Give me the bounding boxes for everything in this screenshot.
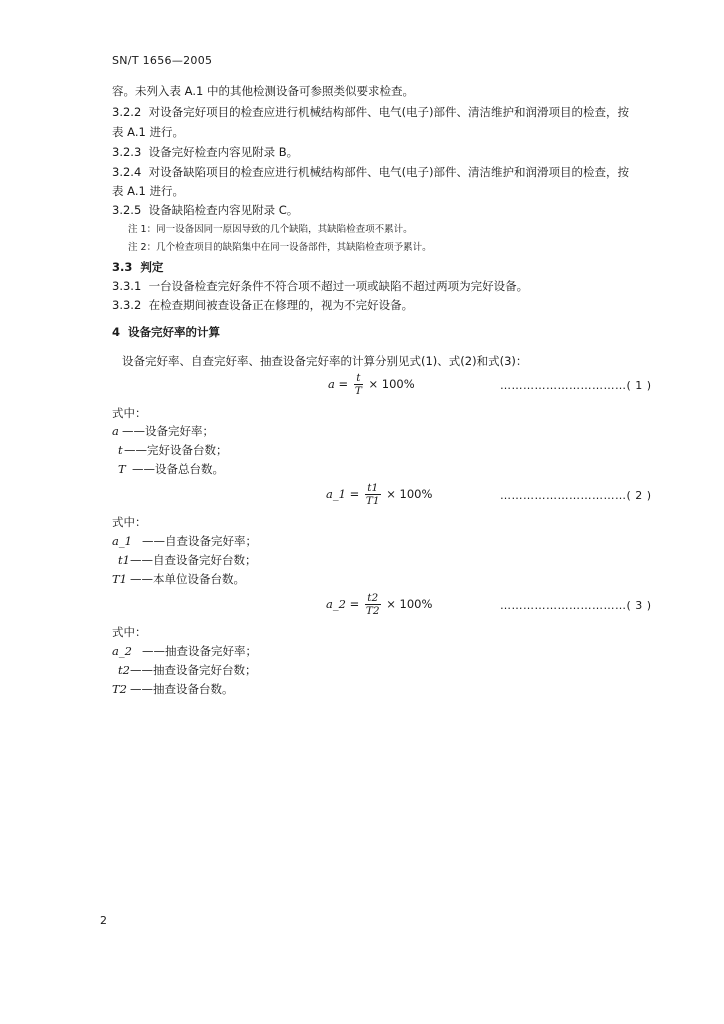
denominator: T2 [365, 605, 380, 617]
equals-sign: = [349, 597, 360, 611]
symbol: t1 [118, 553, 130, 567]
section-number: 4 [112, 325, 121, 339]
text-line: 表 A.1 进行。 [112, 184, 184, 198]
clause-number: 3.3.1 [112, 279, 142, 293]
definition-item [112, 646, 257, 658]
section-4-heading [112, 327, 220, 339]
clause-number: 3.2.5 [112, 203, 142, 217]
symbol: t [118, 443, 123, 457]
note-1: 注 1：同一设备因同一原因导致的几个缺陷，其缺陷检查项不累计。 [128, 224, 413, 235]
where-label: 式中： [112, 515, 147, 529]
symbol: a_1 [112, 534, 132, 548]
clause-number: 3.2.4 [112, 165, 142, 179]
fraction [365, 592, 381, 617]
numerator: t2 [365, 592, 381, 605]
definition-item [118, 464, 224, 476]
definition-item [112, 426, 214, 438]
denominator: T [354, 385, 362, 397]
formula-3 [326, 592, 432, 617]
clause-3-2-2 [112, 107, 629, 119]
clause-number: 3.3.2 [112, 298, 142, 312]
definition-text: ——抽查设备完好率； [142, 644, 257, 658]
note-2: 注 2：几个检查项目的缺陷集中在同一设备部件，其缺陷检查项予累计。 [128, 242, 432, 253]
clause-3-2-5 [112, 205, 298, 217]
symbol: T1 [112, 572, 127, 586]
multiplier: × 100% [386, 487, 433, 501]
clause-text: 设备完好检查内容见附录 B。 [148, 145, 299, 159]
clause-3-2-4 [112, 167, 629, 179]
formula-2 [326, 482, 432, 507]
formula-lhs: a_1 [326, 487, 346, 501]
definition-item [112, 536, 257, 548]
section-number: 3.3 [112, 260, 133, 274]
definition-text: ——抽查设备完好台数； [130, 663, 257, 677]
clause-text: 对设备完好项目的检查应进行机械结构部件、电气(电子)部件、清洁维护和润滑项目的检查，按 [148, 105, 630, 119]
formula-intro: 设备完好率、自查完好率、抽查设备完好率的计算分别见式(1)、式(2)和式(3)： [122, 354, 528, 368]
definition-text: ——设备总台数。 [132, 462, 224, 476]
clause-3-3-1 [112, 281, 528, 293]
definition-item [118, 555, 257, 567]
clause-text: 对设备缺陷项目的检查应进行机械结构部件、电气(电子)部件、清洁维护和润滑项目的检查，按 [148, 165, 630, 179]
definition-text: ——本单位设备台数。 [130, 572, 245, 586]
symbol: a [112, 424, 119, 438]
definition-text: ——抽查设备台数。 [130, 682, 234, 696]
document-header: SN/T 1656—2005 [112, 54, 213, 67]
section-title: 设备完好率的计算 [128, 325, 221, 339]
definition-text: ——完好设备台数； [124, 443, 228, 457]
clause-text: 一台设备检查完好条件不符合项不超过一项或缺陷不超过两项为完好设备。 [148, 279, 529, 293]
symbol: t2 [118, 663, 130, 677]
fraction [365, 482, 381, 507]
multiplier: × 100% [368, 377, 415, 391]
clause-text: 在检查期间被查设备正在修理的，视为不完好设备。 [148, 298, 414, 312]
formula-lhs: a [328, 377, 335, 391]
definition-text: ——自查设备完好台数； [130, 553, 257, 567]
formula-2-leader [500, 489, 652, 502]
equals-sign: = [349, 487, 360, 501]
symbol: T2 [112, 682, 127, 696]
formula-tag: ( 3 ) [626, 599, 652, 612]
definition-text: ——设备完好率； [122, 424, 214, 438]
formula-1 [328, 372, 415, 397]
symbol: a_2 [112, 644, 132, 658]
formula-tag: ( 1 ) [626, 379, 652, 392]
clause-3-3-2 [112, 300, 413, 312]
leader-dots: …………………………… [500, 599, 627, 612]
formula-3-leader [500, 599, 652, 612]
clause-3-2-3 [112, 147, 298, 159]
multiplier: × 100% [386, 597, 433, 611]
leader-dots: …………………………… [500, 489, 627, 502]
definition-item [118, 665, 257, 677]
numerator: t [354, 372, 363, 385]
denominator: T1 [365, 495, 380, 507]
clause-number: 3.2.3 [112, 145, 142, 159]
formula-1-leader [500, 379, 652, 392]
section-title: 判定 [140, 260, 164, 274]
text-line: 表 A.1 进行。 [112, 125, 184, 139]
fraction [354, 372, 363, 397]
where-label: 式中： [112, 406, 147, 420]
symbol: T [118, 462, 126, 476]
where-label: 式中： [112, 625, 147, 639]
definition-item [112, 684, 234, 696]
text-line: 容。未列入表 A.1 中的其他检测设备可参照类似要求检查。 [112, 84, 414, 98]
formula-lhs: a_2 [326, 597, 346, 611]
equals-sign: = [338, 377, 349, 391]
definition-item [118, 445, 228, 457]
numerator: t1 [365, 482, 381, 495]
clause-text: 设备缺陷检查内容见附录 C。 [148, 203, 299, 217]
page-number: 2 [100, 914, 107, 927]
formula-tag: ( 2 ) [626, 489, 652, 502]
definition-text: ——自查设备完好率； [142, 534, 257, 548]
clause-number: 3.2.2 [112, 105, 142, 119]
section-3-3-heading [112, 262, 163, 274]
definition-item [112, 574, 245, 586]
leader-dots: …………………………… [500, 379, 627, 392]
